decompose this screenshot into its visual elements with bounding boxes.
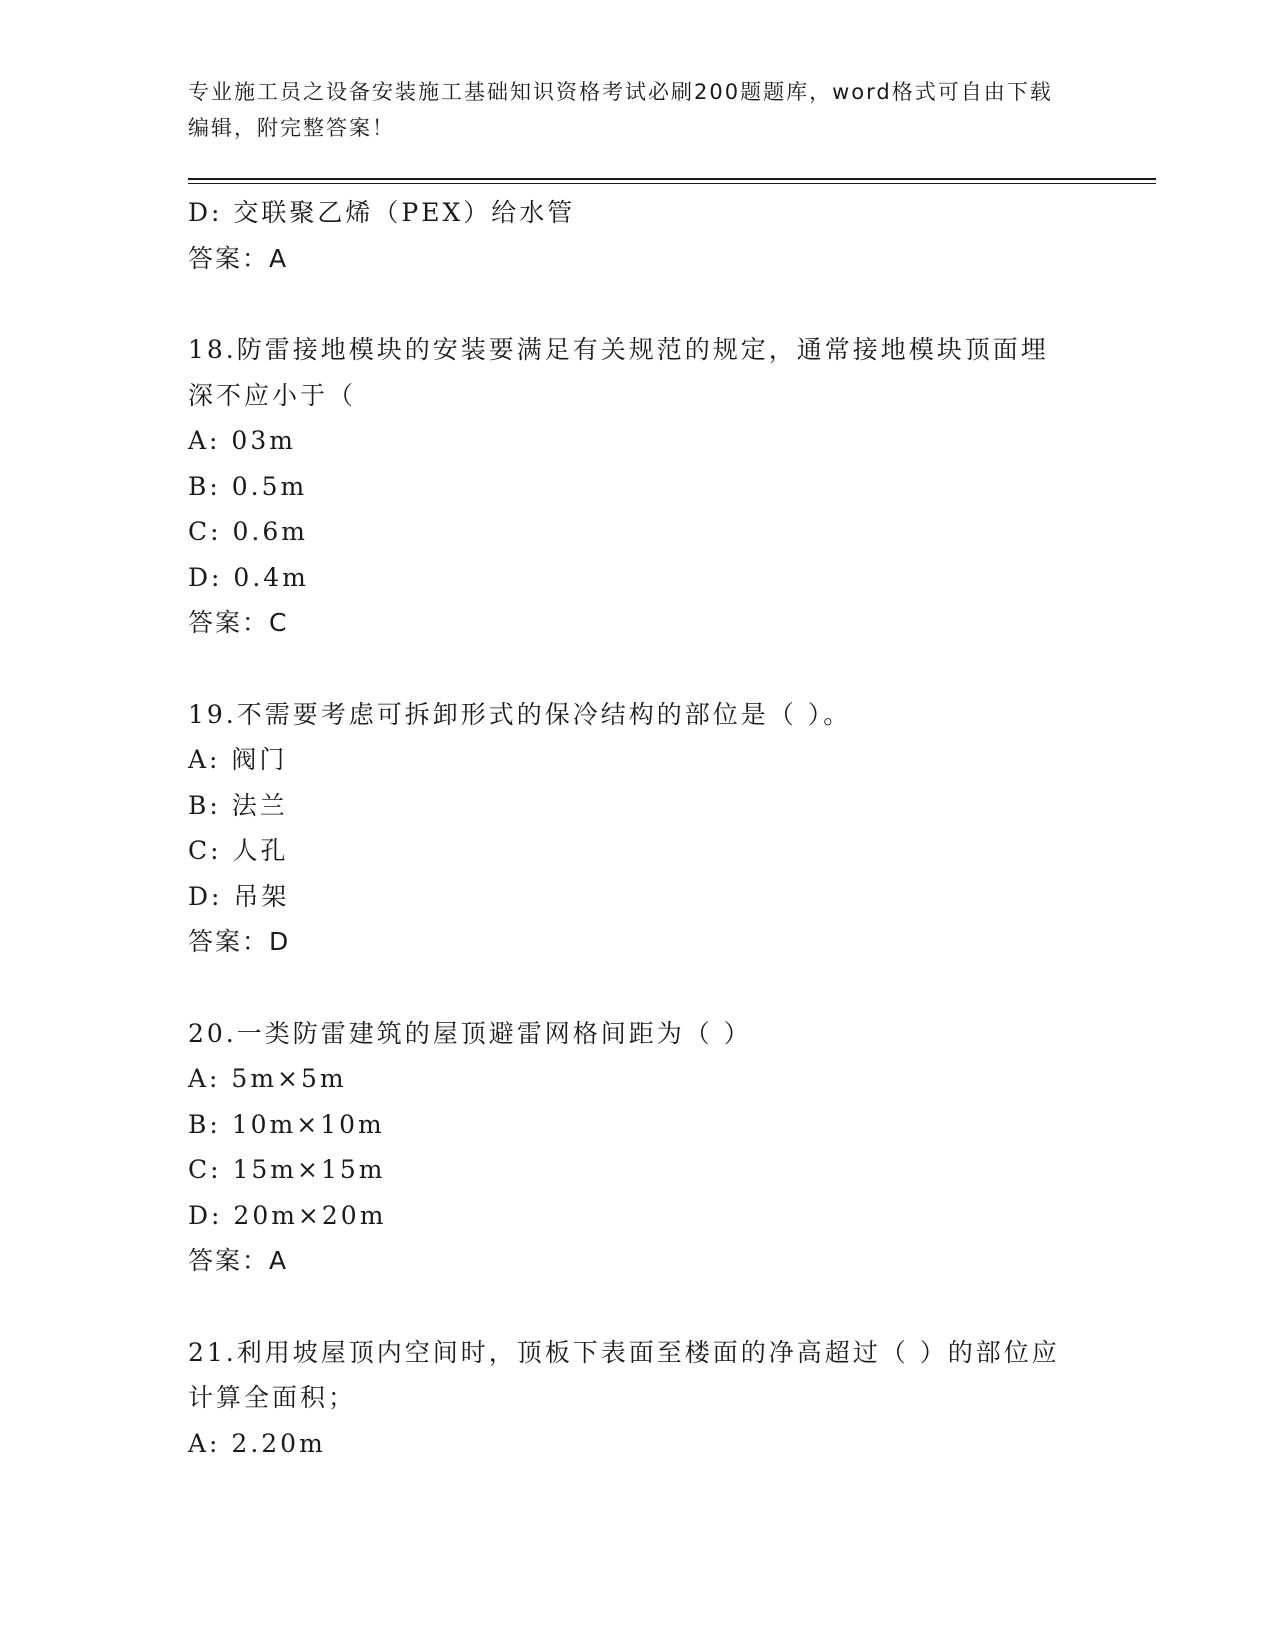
option-a: A: 03m [188, 426, 296, 455]
spacer [188, 965, 1088, 1011]
previous-question-tail [188, 190, 1088, 281]
document-header [188, 74, 1068, 146]
option-d: D: 吊架 [188, 881, 290, 911]
option-b: B: 法兰 [188, 790, 288, 820]
spacer [188, 1284, 1088, 1330]
option-d: D: 0.4m [188, 562, 309, 592]
spacer [188, 281, 1088, 327]
option-c: C: 人孔 [188, 836, 289, 865]
answer-line: 答案：C [188, 608, 289, 637]
spacer [188, 646, 1088, 692]
option-a: A: 阀门 [188, 745, 288, 774]
question-21 [188, 1330, 1088, 1467]
option-a: A: 2.20m [188, 1428, 326, 1458]
question-19 [188, 692, 1088, 965]
option-d: D: 20m×20m [188, 1200, 387, 1230]
header-divider-thick [188, 178, 1156, 180]
answer-line: 答案：D [188, 927, 291, 956]
option-c: C: 0.6m [188, 517, 308, 546]
option-a: A: 5m×5m [188, 1064, 347, 1093]
question-20 [188, 1011, 1088, 1284]
option-b: B: 10m×10m [188, 1109, 385, 1139]
question-text: 19.不需要考虑可拆卸形式的保冷结构的部位是（ ）。 [188, 699, 852, 729]
header-title: 专业施工员之设备安装施工基础知识资格考试必刷200题题库，word格式可自由下载编辑，附完整答案！ [188, 80, 1053, 140]
header-divider-thin [188, 183, 1156, 184]
answer-line: 答案：A [188, 1246, 289, 1275]
question-text: 20.一类防雷建筑的屋顶避雷网格间距为（ ） [188, 1018, 752, 1048]
question-text: 21.利用坡屋顶内空间时，顶板下表面至楼面的净高超过（ ）的部位应计算全面积； [188, 1337, 1060, 1412]
option-b: B: 0.5m [188, 471, 308, 501]
question-text: 18.防雷接地模块的安装要满足有关规范的规定，通常接地模块顶面埋深不应小于（ [188, 335, 1049, 410]
answer-line: 答案：A [188, 243, 289, 273]
question-list [188, 190, 1088, 1466]
question-18 [188, 327, 1088, 646]
option-d: D: 交联聚乙烯（PEX）给水管 [188, 198, 576, 227]
option-c: C: 15m×15m [188, 1155, 386, 1184]
